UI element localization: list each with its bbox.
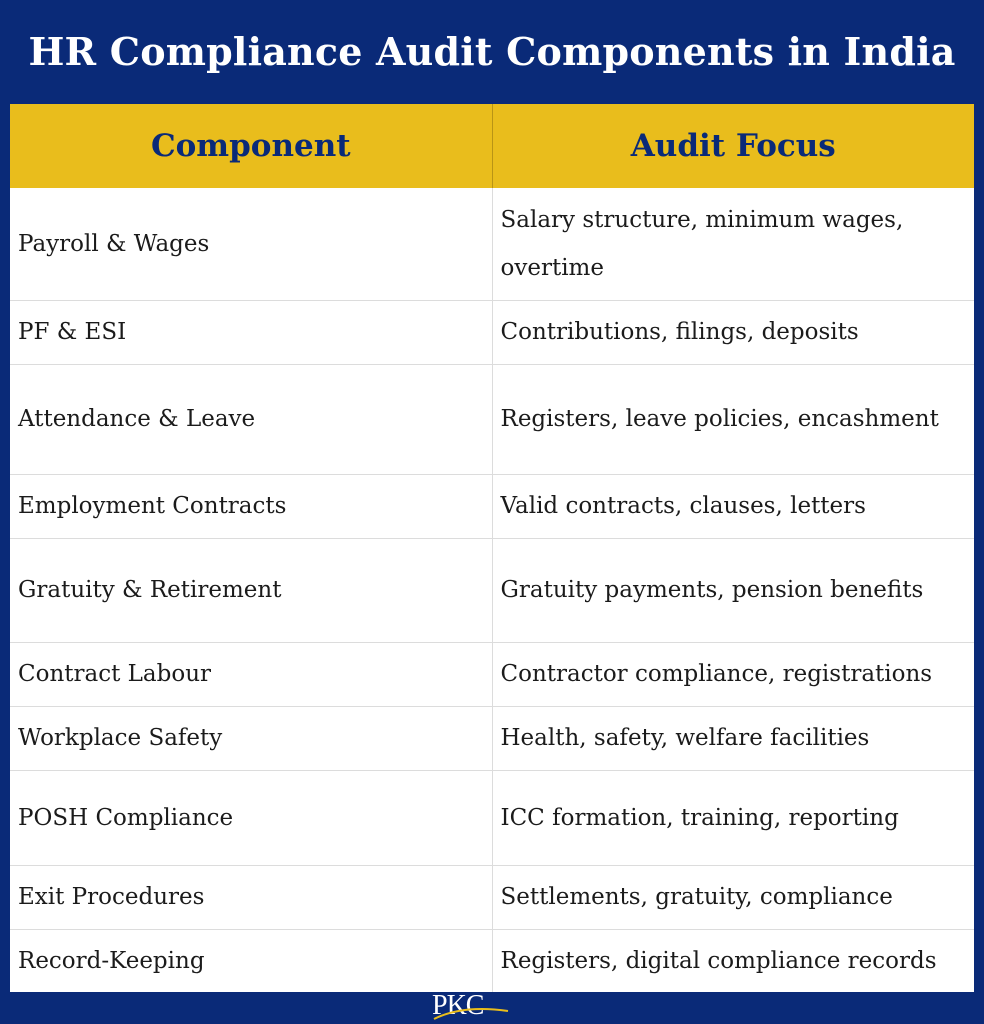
table-row bbox=[10, 474, 974, 538]
cell-component: Attendance & Leave bbox=[10, 364, 492, 474]
table-row bbox=[10, 865, 974, 929]
table-header-row bbox=[10, 104, 974, 188]
cell-audit-focus: Health, safety, welfare facilities bbox=[492, 706, 974, 770]
cell-component: Payroll & Wages bbox=[10, 188, 492, 300]
cell-audit-focus: Registers, leave policies, encashment bbox=[492, 364, 974, 474]
table-row bbox=[10, 188, 974, 300]
cell-audit-focus: Registers, digital compliance records bbox=[500, 947, 937, 974]
header-component: Component bbox=[10, 104, 492, 188]
table-row bbox=[10, 770, 974, 865]
cell-audit-focus: Contributions, filings, deposits bbox=[492, 300, 974, 364]
audit-components-table-wrapper bbox=[10, 104, 974, 992]
cell-audit-focus: Valid contracts, clauses, letters bbox=[492, 474, 974, 538]
cell-audit-focus: Salary structure, minimum wages, overtime bbox=[492, 188, 974, 300]
cell-component: Contract Labour bbox=[10, 642, 492, 706]
cell-component: Employment Contracts bbox=[10, 474, 492, 538]
cell-component: PF & ESI bbox=[10, 300, 492, 364]
cell-component: Record-Keeping bbox=[10, 929, 492, 992]
table-row bbox=[10, 706, 974, 770]
table-row bbox=[10, 300, 974, 364]
logo-swoosh-icon bbox=[432, 992, 512, 1024]
cell-audit-focus: ICC formation, training, reporting bbox=[492, 770, 974, 865]
logo-text: PKC bbox=[432, 990, 484, 1021]
pkc-logo bbox=[432, 992, 512, 1024]
cell-component: POSH Compliance bbox=[10, 770, 492, 865]
header-audit-focus: Audit Focus bbox=[492, 104, 974, 188]
cell-component: Workplace Safety bbox=[10, 706, 492, 770]
table-row bbox=[10, 929, 974, 992]
table-row bbox=[10, 538, 974, 642]
table-row bbox=[10, 364, 974, 474]
cell-audit-focus: Contractor compliance, registrations bbox=[492, 642, 974, 706]
audit-components-table bbox=[10, 104, 974, 992]
cell-audit-focus: Gratuity payments, pension benefits bbox=[492, 538, 974, 642]
page-title: HR Compliance Audit Components in India bbox=[28, 29, 956, 74]
cell-audit-focus: Settlements, gratuity, compliance bbox=[492, 865, 974, 929]
cell-component: Gratuity & Retirement bbox=[10, 538, 492, 642]
table-row bbox=[10, 642, 974, 706]
cell-component: Exit Procedures bbox=[10, 865, 492, 929]
